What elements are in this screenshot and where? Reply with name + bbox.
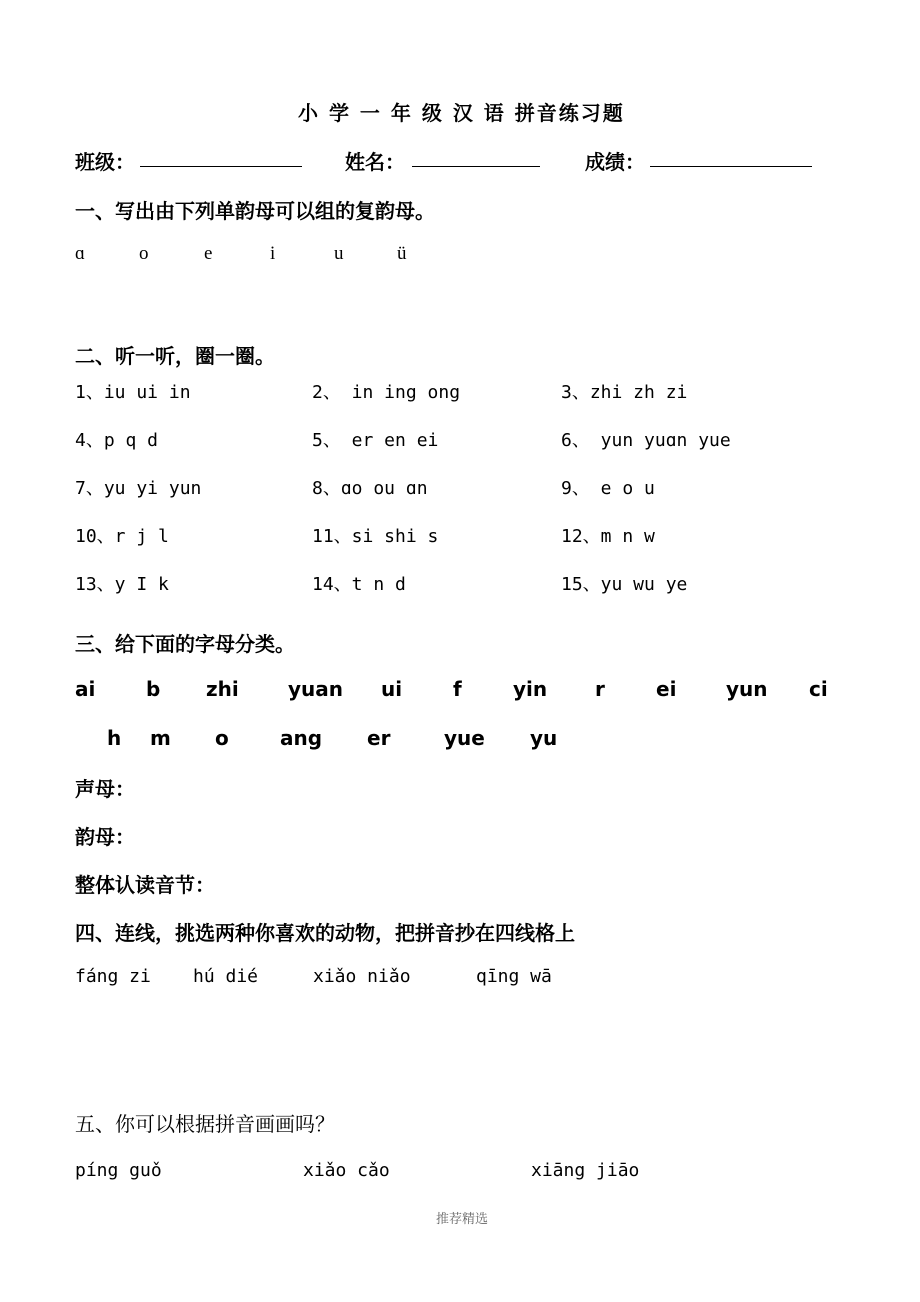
letter-item: yuan — [288, 677, 344, 701]
pinyin-word: qīng wā — [476, 966, 552, 987]
list-item: 13、y I k — [75, 574, 169, 595]
list-item: 7、yu yi yun — [75, 478, 202, 499]
vowel-letter: u — [334, 243, 344, 264]
list-item: 6、 yun yuɑn yue — [561, 430, 731, 451]
footer-text: 推荐精选 — [436, 1212, 489, 1227]
letter-item: zhi — [206, 677, 239, 701]
list-item: 10、r j l — [75, 526, 169, 547]
letter-item: yin — [513, 677, 548, 701]
score-label: 成绩： — [585, 150, 645, 174]
score-field[interactable] — [650, 166, 812, 167]
pinyin-word: hú dié — [193, 966, 259, 987]
list-item: 2、 in ing ong — [312, 382, 461, 403]
section5-heading-text: 五、你可以根据拼音画画吗？ — [75, 1112, 335, 1136]
letter-item: f — [453, 677, 462, 701]
name-field[interactable] — [412, 166, 540, 167]
letter-item: m — [150, 726, 171, 750]
pinyin-word: xiǎo niǎo — [313, 966, 411, 987]
name-label: 姓名： — [345, 150, 405, 174]
list-item: 9、 e o u — [561, 478, 655, 499]
pinyin-word: fáng zi — [75, 966, 151, 987]
letter-item: yue — [444, 726, 485, 750]
list-item: 3、zhi zh zi — [561, 382, 688, 403]
pinyin-word: xiǎo cǎo — [303, 1160, 390, 1181]
pinyin-word: píng guǒ — [75, 1160, 162, 1181]
list-item: 12、m n w — [561, 526, 655, 547]
list-item: 8、ɑo ou ɑn — [312, 478, 428, 499]
letter-item: o — [215, 726, 229, 750]
letter-item: ang — [280, 726, 323, 750]
letter-item: ai — [75, 677, 96, 701]
letter-item: er — [367, 726, 391, 750]
page-title: 小 学 一 年 级 汉 语 拼音练习题 — [298, 101, 625, 125]
vowel-letter: ɑ — [75, 243, 85, 264]
vowel-letter: ü — [397, 243, 407, 264]
letter-item: b — [146, 677, 161, 701]
list-item: 15、yu wu ye — [561, 574, 688, 595]
list-item: 11、si shi s — [312, 526, 439, 547]
letter-item: yun — [726, 677, 768, 701]
section4-heading: 四、连线，挑选两种你喜欢的动物，把拼音抄在四线格上 — [75, 921, 575, 945]
vowel-letter: o — [139, 243, 149, 264]
section1-heading: 一、写出由下列单韵母可以组的复韵母。 — [75, 199, 435, 223]
list-item: 1、iu ui in — [75, 382, 191, 403]
class-label: 班级： — [75, 150, 135, 174]
section3-heading: 三、给下面的字母分类。 — [75, 632, 295, 656]
letter-item: r — [595, 677, 605, 701]
section5-heading — [75, 1108, 335, 1137]
section2-heading: 二、听一听，圈一圈。 — [75, 344, 275, 368]
whole-syllables-label: 整体认读音节： — [75, 873, 215, 897]
letter-item: h — [107, 726, 122, 750]
letter-item: ei — [656, 677, 677, 701]
letter-item: yu — [530, 726, 558, 750]
class-field[interactable] — [140, 166, 302, 167]
list-item: 14、t n d — [312, 574, 406, 595]
vowel-letter: i — [270, 243, 276, 264]
finals-label: 韵母： — [75, 825, 135, 849]
initials-label: 声母： — [75, 777, 135, 801]
letter-item: ci — [809, 677, 828, 701]
list-item: 5、 er en ei — [312, 430, 439, 451]
vowel-letter: e — [204, 243, 213, 264]
list-item: 4、p q d — [75, 430, 159, 451]
letter-item: ui — [381, 677, 403, 701]
pinyin-word: xiāng jiāo — [531, 1160, 640, 1181]
